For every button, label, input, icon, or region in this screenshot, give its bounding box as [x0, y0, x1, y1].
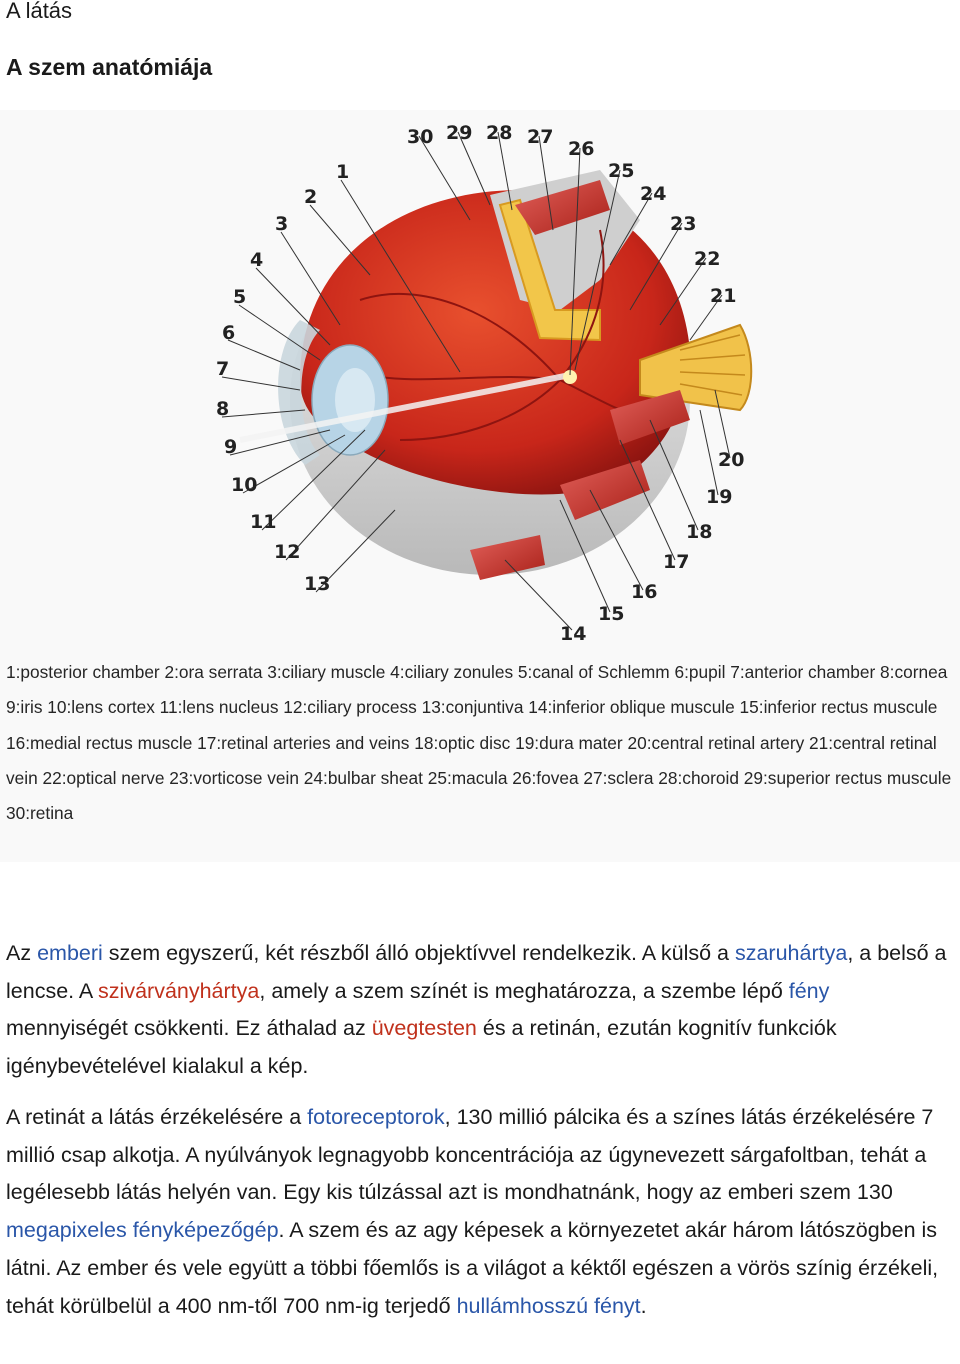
text-segment: , 130 millió pálcika és a színes látás érzékelésére 7 millió csap alkotja. A nyúlványok legnagyobb koncentrációja az úgynevezett sárgafoltban, tehát a legélesebb látás helyén van. Egy kis túlzással azt is mondhatnánk, hogy az emberi szem 130: [6, 1105, 934, 1205]
callout-13: 13: [304, 573, 331, 595]
figure-caption: 1:posterior chamber 2:ora serrata 3:ciliary muscle 4:ciliary zonules 5:canal of Schlemm 6:pupil 7:anterior chamber 8:cornea 9:iris 10:lens cortex 11:lens nucleus 12:ciliary process 13:conjuntiva 14:inferior oblique muscule 15:inferior rectus muscule 16:medial rectus muscle 17:retinal arteries and veins 18:optic disc 19:dura mater 20:central retinal artery 21:central retinal vein 22:optical nerve 23:vorticose vein 24:bulbar sheat 25:macula 26:fovea 27:sclera 28:choroid 29:superior rectus muscule 30:retina: [6, 662, 952, 824]
text-segment: , a belső a lencse. A: [6, 941, 947, 1003]
callout-5: 5: [233, 286, 247, 308]
eye-anatomy-figure: [0, 110, 960, 862]
callout-21: 21: [710, 285, 737, 307]
link-szivarvanyhartya[interactable]: szivárványhártya: [98, 978, 260, 1003]
text-segment: , amely a szem színét is meghatározza, a szembe lépő: [259, 978, 789, 1003]
callout-6: 6: [222, 322, 236, 344]
eye-diagram: [0, 110, 960, 655]
callout-1: 1: [336, 161, 350, 183]
callout-9: 9: [224, 436, 238, 458]
callout-28: 28: [486, 122, 513, 144]
text-segment: .: [640, 1293, 647, 1318]
callout-18: 18: [686, 521, 713, 543]
callout-20: 20: [718, 449, 745, 471]
link-fenykepezogep[interactable]: fényképezőgép: [132, 1218, 279, 1243]
text-segment: A retinát a látás érzékelésére a: [6, 1105, 308, 1129]
callout-26: 26: [568, 138, 595, 160]
callout-8: 8: [216, 398, 230, 420]
page-title: A látás: [6, 0, 73, 23]
callout-4: 4: [250, 249, 264, 271]
callout-22: 22: [694, 248, 721, 270]
text-segment: mennyiségét csökkenti. Ez áthalad az: [6, 1016, 372, 1041]
callout-17: 17: [663, 551, 690, 573]
callout-11: 11: [250, 511, 277, 533]
link-hullamhosszu-fenyt[interactable]: hullámhosszú fényt: [456, 1293, 641, 1318]
link-emberi[interactable]: emberi: [37, 941, 103, 965]
paragraph-1: [6, 935, 954, 1086]
callout-7: 7: [216, 358, 230, 380]
link-szaruhartya[interactable]: szaruhártya: [734, 941, 848, 965]
link-feny[interactable]: fény: [788, 978, 830, 1003]
callout-19: 19: [706, 486, 733, 508]
text-segment: Az: [6, 941, 38, 965]
callout-25: 25: [608, 160, 635, 182]
callout-10: 10: [231, 474, 258, 496]
callout-27: 27: [527, 126, 554, 148]
text-segment: . A szem és az agy képesek a környezetet akár három látószögben is látni. Az ember és vele együtt a többi főemlős is a világot a kéktől egészen a vörös színig érzékeli, tehát körülbelül a 400 nm-től 700 nm-ig terjedő: [6, 1218, 939, 1318]
callout-15: 15: [598, 603, 625, 625]
callout-2: 2: [304, 186, 318, 208]
callout-12: 12: [274, 541, 301, 563]
callout-14: 14: [560, 623, 587, 645]
paragraph-2: [6, 1099, 954, 1325]
text-segment: szem egyszerű, két részből álló objektívvel rendelkezik. A külső a: [102, 941, 735, 965]
callout-29: 29: [446, 122, 473, 144]
section-heading: A szem anatómiája: [6, 54, 213, 80]
link-megapixeles[interactable]: megapixeles: [6, 1218, 127, 1243]
callout-3: 3: [275, 213, 289, 235]
callout-23: 23: [670, 213, 697, 235]
callout-16: 16: [631, 581, 658, 603]
text-segment: és a retinán, ezután kognitív funkciók igénybevételével kialakul a kép.: [6, 1016, 837, 1079]
link-uvegtesten[interactable]: üvegtesten: [371, 1016, 477, 1041]
link-fotoreceptorok[interactable]: fotoreceptorok: [307, 1105, 445, 1129]
callout-24: 24: [640, 183, 667, 205]
callout-30: 30: [407, 126, 434, 148]
